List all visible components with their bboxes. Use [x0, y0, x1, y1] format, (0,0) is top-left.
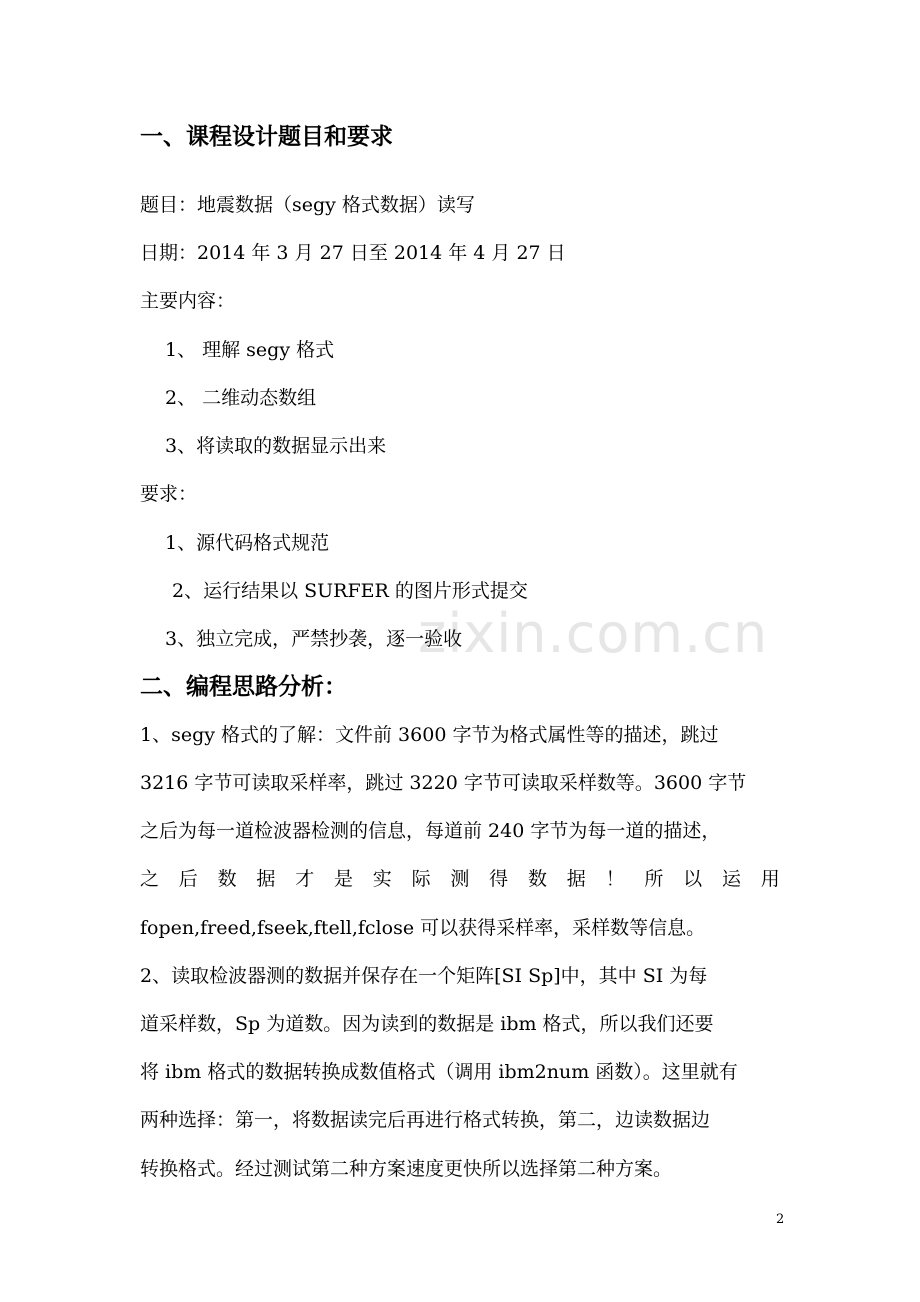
para1-line-3: 之后为每一道检波器检测的信息，每道前 240 字节为每一道的描述， [140, 820, 721, 842]
para2-line-2: 道采样数，Sp 为道数。因为读到的数据是 ibm 格式，所以我们还要 [140, 1013, 714, 1035]
requirements-label: 要求： [140, 483, 198, 505]
para1-line-5: fopen,freed,fseek,ftell,fclose 可以获得采样率，采样数等信息。 [140, 917, 706, 939]
section2-heading: 二、编程思路分析： [140, 674, 347, 700]
content-label: 主要内容： [140, 290, 236, 312]
spaced-char: 际 [411, 868, 431, 890]
content-item-1: 1、 理解 segy 格式 [165, 339, 335, 361]
spaced-char: 运 [721, 868, 741, 890]
spaced-char: ！ [605, 868, 625, 890]
spaced-char: 测 [450, 868, 470, 890]
page-number: 2 [776, 1212, 785, 1227]
spaced-char: 是 [333, 868, 353, 890]
spaced-char: 得 [489, 868, 509, 890]
spaced-char: 之 [140, 868, 160, 890]
para2-line-4: 两种选择：第一，将数据读完后再进行格式转换，第二，边读数据边 [140, 1109, 711, 1131]
spaced-char: 以 [683, 868, 703, 890]
spaced-char: 数 [217, 868, 237, 890]
spaced-char: 据 [566, 868, 586, 890]
content-item-3: 3、将读取的数据显示出来 [165, 435, 387, 457]
spaced-char: 实 [372, 868, 392, 890]
requirement-item-3: 3、独立完成，严禁抄袭，逐一验收 [165, 628, 463, 650]
title-line: 题目：地震数据（segy 格式数据）读写 [140, 194, 475, 216]
spaced-char: 才 [295, 868, 315, 890]
spaced-char: 用 [760, 868, 780, 890]
watermark: zixin.com.cn [418, 602, 769, 665]
para2-line-3: 将 ibm 格式的数据转换成数值格式（调用 ibm2num 函数）。这里就有 [140, 1061, 738, 1083]
para2-line-1: 2、读取检波器测的数据并保存在一个矩阵[SI Sp]中，其中 SI 为每 [140, 965, 708, 987]
date-line: 日期：2014 年 3 月 27 日至 2014 年 4 月 27 日 [140, 242, 566, 264]
requirement-item-1: 1、源代码格式规范 [165, 532, 330, 554]
spaced-char: 所 [644, 868, 664, 890]
spaced-char: 数 [527, 868, 547, 890]
para1-line-2: 3216 字节可读取采样率，跳过 3220 字节可读取采样数等。3600 字节 [140, 772, 747, 794]
content-item-2: 2、 二维动态数组 [165, 387, 317, 409]
spaced-char: 据 [256, 868, 276, 890]
para1-line-spaced [140, 867, 780, 891]
requirement-item-2: 2、运行结果以 SURFER 的图片形式提交 [172, 580, 528, 602]
spaced-char: 后 [178, 868, 198, 890]
section1-heading: 一、课程设计题目和要求 [140, 124, 393, 150]
para2-line-5: 转换格式。经过测试第二种方案速度更快所以选择第二种方案。 [140, 1158, 673, 1180]
para1-line-1: 1、segy 格式的了解：文件前 3600 字节为格式属性等的描述，跳过 [140, 724, 719, 746]
